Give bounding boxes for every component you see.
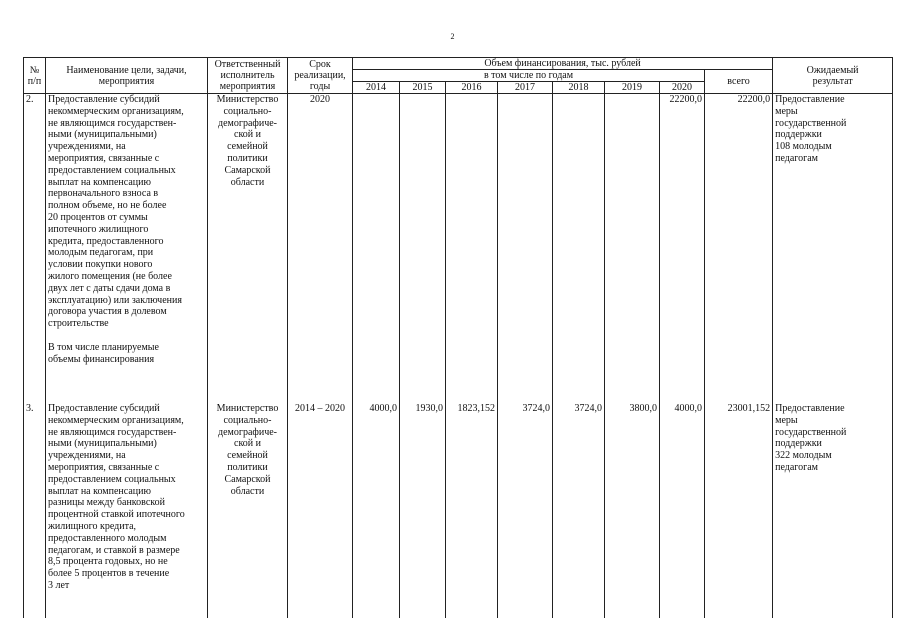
row-num: 2.: [24, 94, 46, 400]
row-name-extra: В том числе планируемые объемы финансирования: [48, 341, 159, 365]
row-result: Предоставление меры государственной поддержки 322 молодым педагогам: [773, 399, 893, 618]
row-year-value: 1930,0: [400, 399, 446, 618]
row-year-value: 3724,0: [553, 399, 605, 618]
row-result: Предоставление меры государственной поддержки 108 молодым педагогам: [773, 94, 893, 400]
header-year: 2019: [605, 82, 660, 94]
row-num: 3.: [24, 399, 46, 618]
row-year-value: [498, 94, 553, 400]
header-num: № п/п: [24, 58, 46, 94]
row-executor: Министерство социально- демографиче- ской и семейной политики Самарской области: [208, 399, 288, 618]
header-year: 2015: [400, 82, 446, 94]
header-total: всего: [705, 70, 773, 94]
header-by-years: в том числе по годам: [353, 70, 705, 82]
header-year: 2017: [498, 82, 553, 94]
header-term: Срок реализации, годы: [288, 58, 353, 94]
row-total: 22200,0: [705, 94, 773, 400]
row-term: 2014 – 2020: [288, 399, 353, 618]
header-executor: Ответственный исполнитель мероприятия: [208, 58, 288, 94]
header-name: Наименование цели, задачи, мероприятия: [46, 58, 208, 94]
row-year-value: [553, 94, 605, 400]
header-year: 2018: [553, 82, 605, 94]
row-name: Предоставление субсидий некоммерческим организациям, не являющимся государствен- ными (муниципальными) учреждениями, на мероприятия, связанные с предоставлением социальных выплат на компенсацию разницы между банковской процентной ставкой ипотечного жилищного кредита, предоставленного молодым педагогам, и ставкой в размере 8,5 процента годовых, но не более 5 процентов в течение 3 лет: [48, 403, 185, 591]
row-year-value: 4000,0: [660, 399, 705, 618]
header-result: Ожидаемый результат: [773, 58, 893, 94]
header-year: 2020: [660, 82, 705, 94]
row-year-value: [446, 94, 498, 400]
row-year-value: 4000,0: [353, 399, 400, 618]
row-year-value: [400, 94, 446, 400]
row-year-value: [605, 94, 660, 400]
row-year-value: 3800,0: [605, 399, 660, 618]
row-executor: Министерство социально- демографиче- ской и семейной политики Самарской области: [208, 94, 288, 400]
row-year-value: 1823,152: [446, 399, 498, 618]
row-name-cell: [46, 399, 208, 618]
header-year: 2014: [353, 82, 400, 94]
header-year: 2016: [446, 82, 498, 94]
row-total: 23001,152: [705, 399, 773, 618]
financing-table: [23, 57, 893, 618]
row-year-value: 22200,0: [660, 94, 705, 400]
header-financing: Объем финансирования, тыс. рублей: [353, 58, 773, 70]
row-term: 2020: [288, 94, 353, 400]
row-year-value: 3724,0: [498, 399, 553, 618]
page-number: 2: [450, 32, 455, 41]
row-year-value: [353, 94, 400, 400]
table-row: [24, 399, 893, 618]
row-name-cell: [46, 94, 208, 400]
row-name: Предоставление субсидий некоммерческим организациям, не являющимся государствен- ными (муниципальными) учреждениями, на мероприятия, связанные с предоставлением социальных выплат на компенсацию первоначального взноса в полном объеме, но не более 20 процентов от суммы ипотечного жилищного кредита, предоставленного молодым педагогам, при условии покупки нового жилого помещения (не более двух лет с даты сдачи дома в эксплуатацию) или заключения договора участия в долевом строительстве: [48, 94, 184, 330]
table-row: [24, 94, 893, 400]
